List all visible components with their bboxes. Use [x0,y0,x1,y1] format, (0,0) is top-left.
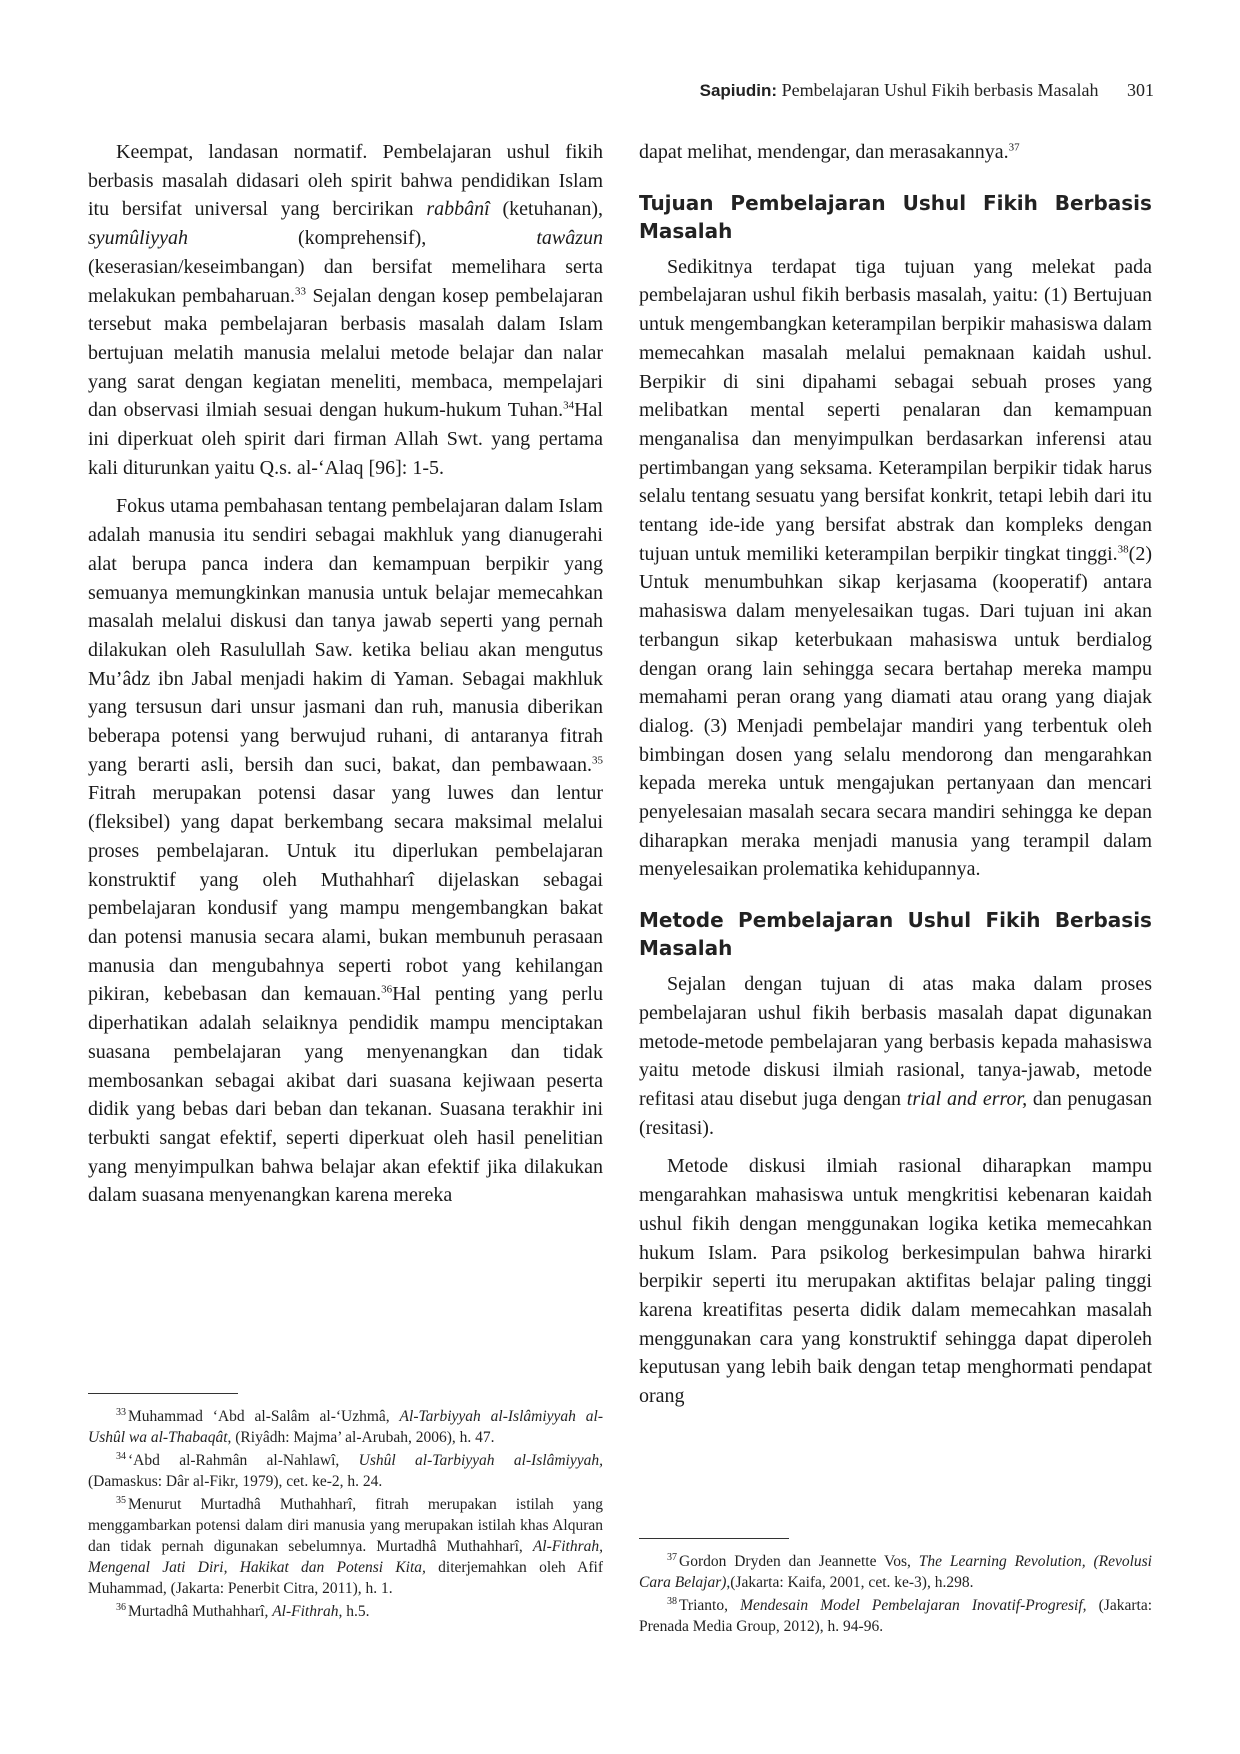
footnote: $^{37}$ Gordon Dryden dan Jeannette Vos, The Learning Revolution, (Revolusi Cara Belajar),(Jakarta: Kaifa, 2001, cet. ke-3), h.298. [639,1551,1152,1591]
paragraph: Sedikitnya terdapat tiga tujuan yang melekat pada pembelajaran ushul fikih berbasis masalah, yaitu: (1) Bertujuan untuk mengembangkan keterampilan berpikir mahasiswa dalam memecahkan masalah melalui pemaknaan kaidah ushul. Berpikir di sini dipahami sebagai sebuah proses yang melibatkan mental seperti penalaran dan kemampuan menganalisa dan menyimpulkan berdasarkan inferensi atau pertimbangan yang seksama. Keterampilan berpikir tidak harus selalu tentang sesuatu yang bersifat konkrit, tetapi lebih dari itu tentang ide-ide yang bersifat abstrak dan kompleks dengan tujuan untuk memiliki keterampilan berpikir tingkat tinggi.$^{38}$(2) Untuk menumbuhkan sikap kerjasama (kooperatif) antara mahasiswa dalam menyelesaikan tugas. Dari tujuan ini akan terbangun sikap keterbukaan mahasiswa untuk berdialog dengan orang lain sehingga secara bertahap mereka mampu memahami peran orang yang diamati atau orang yang diajak dialog. (3) Menjadi pembelajar mandiri yang terbentuk oleh bimbingan dosen yang selalu mendorong dan mengarahkan kepada mereka untuk mengajukan pertanyaan dan mencari penyelesaian masalah secara secara mandiri sehingga ke depan diharapkan meraka menjadi manusia yang terampil dalam menyelesaikan prolematika kehidupannya. [639,255,1152,881]
footnote: $^{38}$ Trianto, Mendesain Model Pembelajaran Inovatif-Progresif, (Jakarta: Prenada Media Group, 2012), h. 94-96. [639,1595,1153,1635]
paragraph: Metode diskusi ilmiah rasional diharapkan mampu mengarahkan mahasiswa untuk mengkritisi kebenaran kaidah ushul fikih dengan menggunakan logika ketika memecahkan hukum Islam. Para psikolog berkesimpulan bahwa hirarki berpikir seperti itu merupakan aktifitas belajar paling tinggi karena kreatifitas peserta didik dalam memecahkan masalah menggunakan cara yang konstruktif sehingga dapat diperoleh keputusan yang lebih baik dengan tetap menghormati pendapat orang [639,1155,1152,1408]
footnote-ref[interactable]: 33 [294,284,306,297]
paragraph: dapat melihat, mendengar, dan merasakannya.$^{37}$ [639,141,1020,163]
footnote: $^{33}$ Muhammad ‘Abd al-Salâm al-‘Uzhmâ, Al-Tarbiyyah al-Islâmiyyah al-Ushûl wa al-Thabaqât, (Riyâdh: Majma’ al-Arubah, 2006), h. 47. [88,1406,603,1446]
footnote: $^{36}$ Murtadhâ Muthahharî, Al-Fithrah, h.5. [116,1601,370,1620]
footnote-ref[interactable]: 37 [1008,141,1020,154]
paragraph: Sejalan dengan tujuan di atas maka dalam proses pembelajaran ushul fikih berbasis masalah dapat digunakan metode-metode pembelajaran yang berbasis kepada mahasiswa yaitu metode diskusi ilmiah rasional, tanya-jawab, metode refitasi atau disebut juga dengan trial and error, dan penugasan (resitasi). [639,973,1152,1139]
footnote: $^{34}$ ‘Abd al-Rahmân al-Nahlawî, Ushûl al-Tarbiyyah al-Islâmiyyah, (Damaskus: Dâr al-Fikr, 1979), cet. ke-2, h. 24. [88,1450,603,1490]
section-heading: Tujuan Pembelajaran Ushul Fikih Berbasis Masalah [639,190,1152,243]
paragraph: Keempat, landasan normatif. Pembelajaran ushul fikih berbasis masalah didasari oleh spirit bahwa pendidikan Islam itu bersifat universal yang bercirikan rabbânî (ketuhanan), syumûliyyah (komprehensif), tawâzun (keserasian/keseimbangan) dan bersifat memelihara serta melakukan pembaharuan.$^{33}$ Sejalan dengan kosep pembelajaran tersebut maka pembelajaran berbasis masalah dalam Islam bertujuan melatih manusia melalui metode belajar dan nalar yang sarat dengan kegiatan meneliti, membaca, mempelajari dan observasi ilmiah sesuai dengan hukum-hukum Tuhan.$^{34}$Hal ini diperkuat oleh spirit dari firman Allah Swt. yang pertama kali diturunkan yaitu Q.s. al-‘Alaq [96]: 1-5. [88,141,604,479]
section-heading: Metode Pembelajaran Ushul Fikih Berbasis Masalah [639,908,1152,961]
footnote-ref[interactable]: 35 [592,754,603,767]
header-title: Pembelajaran Ushul Fikih berbasis Masalah [781,80,1099,100]
footnote-ref[interactable]: 38 [1117,543,1129,556]
running-header [88,80,1154,101]
right-column [639,138,1152,1421]
footnote-ref[interactable]: 36 [381,983,393,996]
footnote: $^{35}$ Menurut Murtadhâ Muthahharî, fitrah merupakan istilah yang menggambarkan potensi dalam diri manusia yang merupakan istilah khas Alquran dan tidak pernah digunakan sebelumnya. Murtadhâ Muthahharî, Al-Fithrah, Mengenal Jati Diri, Hakikat dan Potensi Kita, diterjemahkan oleh Afif Muhammad, (Jakarta: Penerbit Citra, 2011), h. 1. [88,1494,603,1597]
footnotes-right [639,1538,1152,1639]
footnote-divider [88,1393,238,1394]
footnote-ref[interactable]: 34 [563,399,575,412]
page-number: 301 [1127,80,1154,100]
footnote-divider [639,1538,789,1539]
left-column [88,138,603,1220]
header-author: Sapiudin: [699,81,778,100]
paragraph: Fokus utama pembahasan tentang pembelajaran dalam Islam adalah manusia itu sendiri sebagai makhluk yang dianugerahi alat berupa panca indera dan kemampuan berpikir yang semuanya memungkinkan manusia untuk belajar memecahkan masalah melalui diskusi dan tanya jawab seperti yang pernah dilakukan oleh Rasulullah Saw. ketika beliau akan mengutus Mu’âdz ibn Jabal menjadi hakim di Yaman. Sebagai makhluk yang tersusun dari unsur jasmani dan ruh, manusia diberikan beberapa potensi yang berwujud ruhani, di antaranya fitrah yang berarti asli, bersih dan suci, bakat, dan pembawaan.$^{35}$ Fitrah merupakan potensi dasar yang luwes dan lentur (fleksibel) yang dapat berkembang secara maksimal melalui proses pembelajaran. Untuk itu diperlukan pembelajaran konstruktif yang oleh Muthahharî dijelaskan sebagai pembelajaran kondusif yang mampu mengembangkan bakat dan potensi manusia secara alami, bukan membunuh perasaan manusia dan mengubahnya seperti robot yang kehilangan pikiran, kebebasan dan kemauan.$^{36}$Hal penting yang perlu diperhatikan adalah selaiknya pendidik mampu menciptakan suasana pembelajaran yang menyenangkan dan tidak membosankan sebagai akibat dari suasana kejiwaan peserta didik yang bebas dari beban dan tekanan. Suasana terakhir ini terbukti sangat efektif, seperti diperkuat oleh hasil penelitian yang menyimpulkan bahwa belajar akan efektif jika dilakukan dalam suasana menyenangkan karena mereka [88,495,603,1207]
footnotes-left [88,1393,603,1624]
